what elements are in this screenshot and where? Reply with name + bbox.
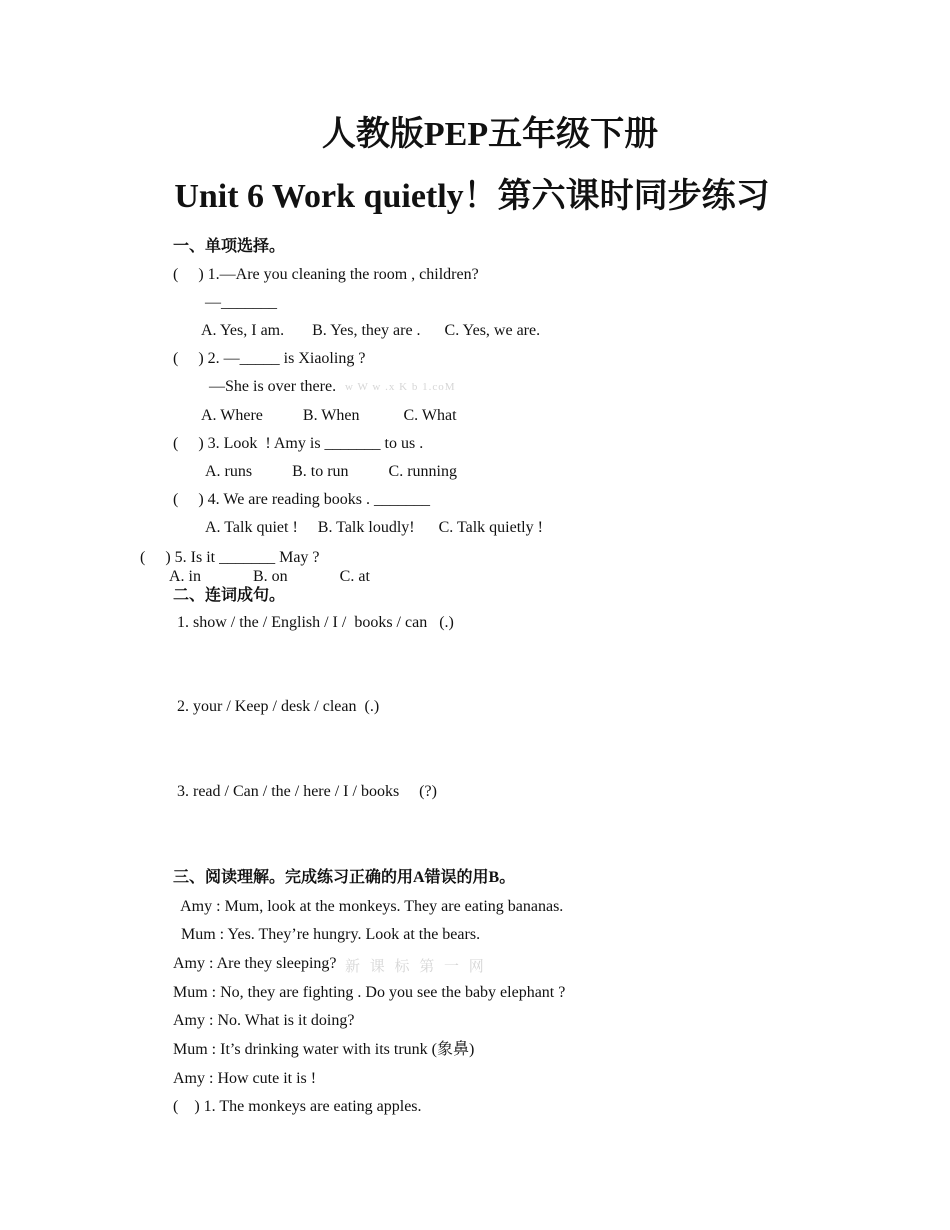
section-heading-choice: 一、单项选择。 (173, 238, 286, 255)
dialogue-line: Mum : Yes. They’re hungry. Look at the bears. (173, 926, 481, 943)
question-5-options: A. in B. on C. at (169, 568, 370, 585)
question-2-options: A. Where B. When C. What (201, 407, 457, 424)
sentence-item-3: 3. read / Can / the / here / I / books (?) (177, 783, 437, 800)
question-2-stem: ( ) 2. —_____ is Xiaoling ? (173, 350, 366, 367)
document-title: 人教版PEP五年级下册 (321, 116, 659, 153)
sentence-item-1: 1. show / the / English / I / books / can (.) (177, 614, 454, 631)
watermark-site: 新 课 标 第 一 网 (345, 959, 487, 975)
dialogue-line: Amy : Mum, look at the monkeys. They are eating bananas. (173, 898, 564, 915)
dialogue-line: Mum : No, they are fighting . Do you see the baby elephant ? (173, 984, 566, 1001)
dialogue-line: Amy : Are they sleeping? (173, 955, 337, 972)
question-5-stem: ( ) 5. Is it _______ May ? (140, 549, 320, 566)
question-1-options: A. Yes, I am. B. Yes, they are . C. Yes, we are. (201, 322, 541, 339)
section-heading-reading: 三、阅读理解。完成练习正确的用A错误的用B。 (173, 869, 516, 886)
question-3-stem: ( ) 3. Look ! Amy is _______ to us . (173, 435, 424, 452)
question-3-options: A. runs B. to run C. running (205, 463, 457, 480)
section-heading-sentences: 二、连词成句。 (173, 587, 286, 604)
sentence-item-2: 2. your / Keep / desk / clean (.) (177, 698, 380, 715)
document-subtitle: Unit 6 Work quietly！第六课时同步练习 (174, 178, 770, 215)
question-1-answer-line: —_______ (205, 294, 277, 311)
dialogue-line: Amy : How cute it is ! (173, 1070, 317, 1087)
watermark-url: w W w .x K b 1.coM (345, 381, 456, 393)
question-4-options: A. Talk quiet ! B. Talk loudly! C. Talk quietly ! (205, 519, 543, 536)
dialogue-line: Amy : No. What is it doing? (173, 1012, 355, 1029)
reading-question-1: ( ) 1. The monkeys are eating apples. (173, 1098, 422, 1115)
question-4-stem: ( ) 4. We are reading books . _______ (173, 491, 431, 508)
question-1-stem: ( ) 1.—Are you cleaning the room , children? (173, 266, 479, 283)
dialogue-line: Mum : It’s drinking water with its trunk (象鼻) (173, 1041, 475, 1058)
question-2-answer-line: —She is over there. (209, 378, 337, 395)
